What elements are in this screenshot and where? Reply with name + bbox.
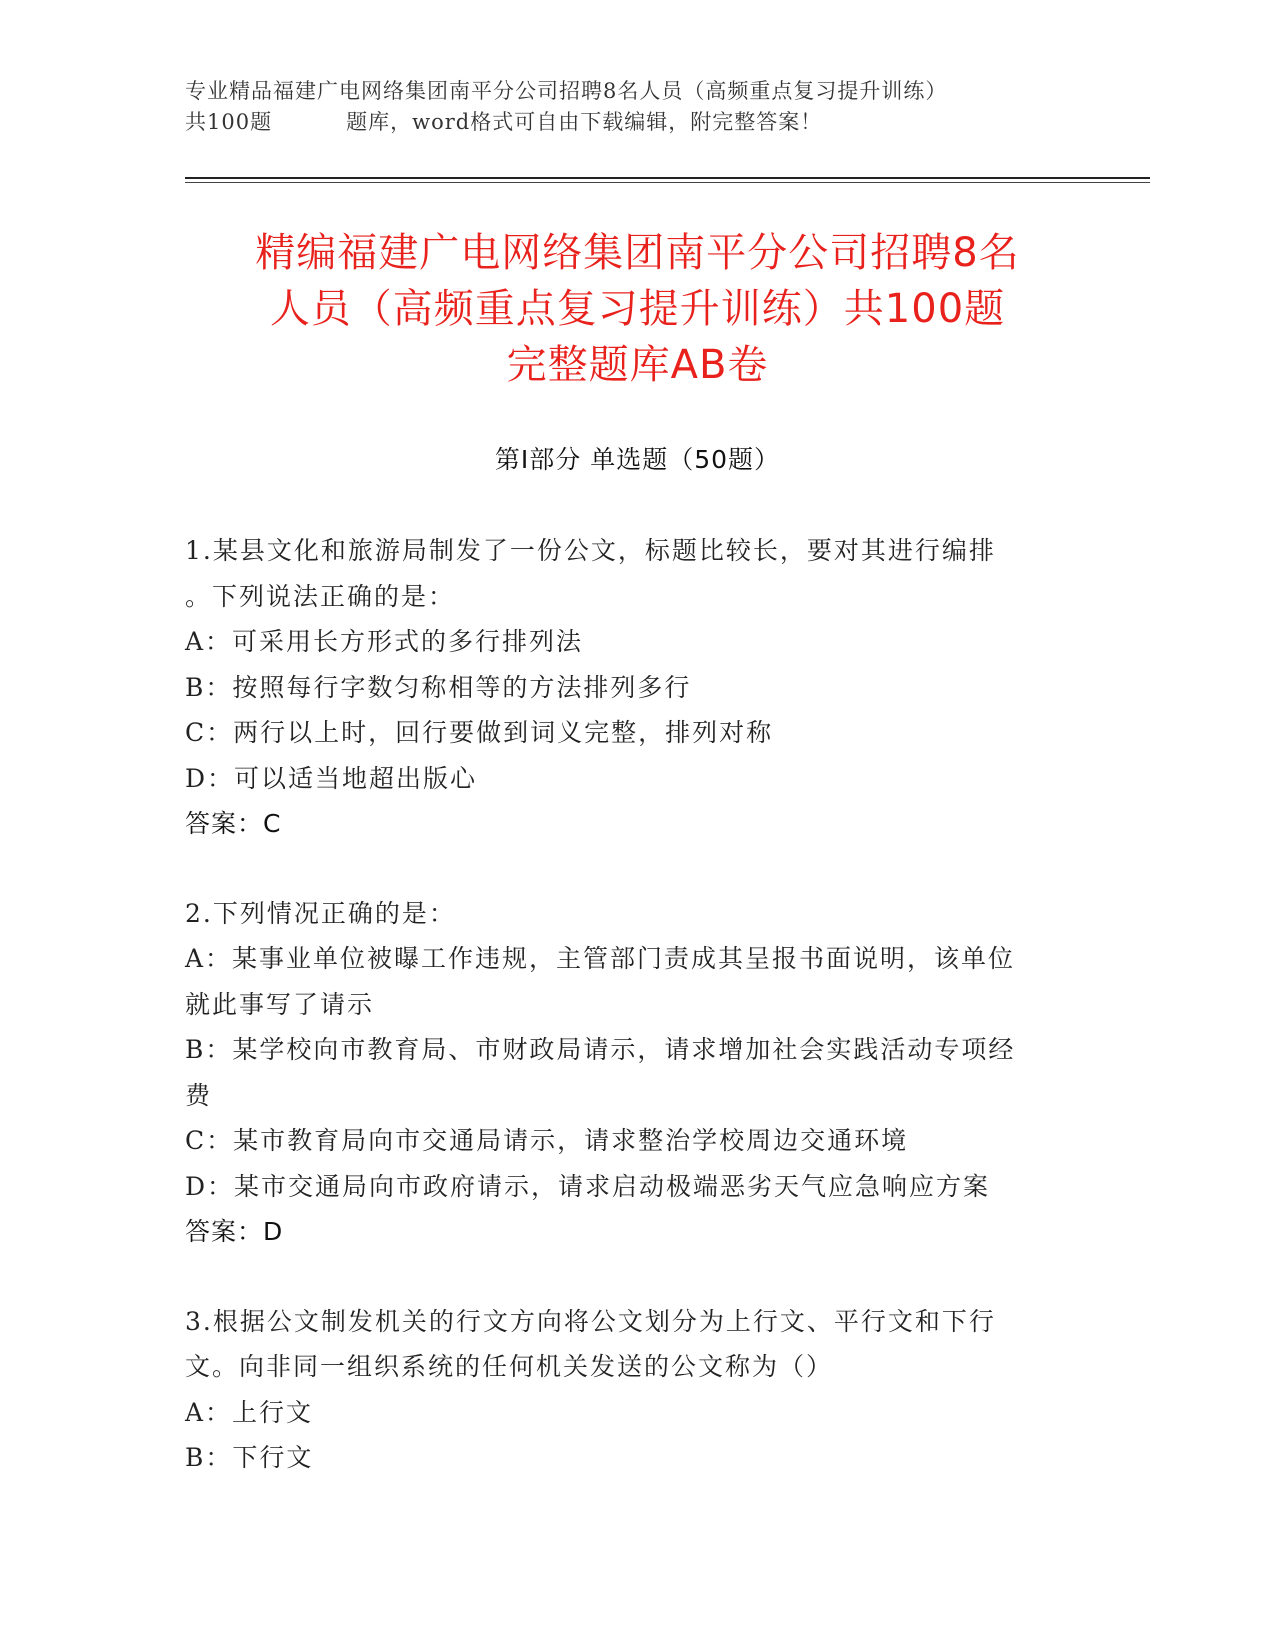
answer-key: 答案：D — [185, 1217, 284, 1246]
question-item — [185, 1299, 1075, 1481]
answer-option: A：上行文 — [185, 1397, 314, 1427]
header-line-1: 专业精品福建广电网络集团南平分公司招聘8名人员（高频重点复习提升训练） — [185, 79, 948, 103]
question-item — [185, 891, 1075, 1255]
header-line-2 — [185, 107, 1085, 138]
title-line-1: 精编福建广电网络集团南平分公司招聘8名 — [255, 230, 1020, 276]
answer-option: 费 — [185, 1080, 213, 1110]
answer-option: B：下行文 — [185, 1443, 314, 1472]
question-item — [185, 528, 1075, 847]
answer-option: B：某学校向市教育局、市财政局请示，请求增加社会实践活动专项经 — [185, 1035, 1016, 1064]
header-count: 共100题 — [185, 110, 273, 134]
answer-option: D：某市交通局向市政府请示，请求启动极端恶劣天气应急响应方案 — [185, 1171, 991, 1201]
header-divider-thick — [185, 177, 1150, 179]
header-divider-thin — [185, 182, 1150, 183]
header-description: 题库，word格式可自由下载编辑，附完整答案！ — [346, 110, 823, 134]
answer-option: A：可采用长方形式的多行排列法 — [185, 627, 584, 656]
question-stem: 1.某县文化和旅游局制发了一份公文，标题比较长，要对其进行编排 — [185, 536, 996, 565]
question-stem: 。下列说法正确的是： — [185, 581, 456, 611]
document-header — [185, 76, 1085, 138]
section-title: 第I部分 单选题（50题） — [494, 445, 781, 474]
question-list — [185, 528, 1075, 1525]
question-stem: 2.下列情况正确的是： — [185, 898, 456, 928]
answer-option: 就此事写了请示 — [185, 989, 375, 1019]
title-line-2: 人员（高频重点复习提升训练）共100题 — [269, 286, 1006, 332]
answer-option: A：某事业单位被曝工作违规，主管部门责成其呈报书面说明，该单位 — [185, 944, 1016, 973]
document-title — [160, 225, 1115, 393]
answer-option: C：某市教育局向市交通局请示，请求整治学校周边交通环境 — [185, 1126, 909, 1155]
answer-key: 答案：C — [185, 809, 282, 838]
title-line-3: 完整题库AB卷 — [506, 342, 769, 388]
question-stem: 文。向非同一组织系统的任何机关发送的公文称为（） — [185, 1352, 834, 1381]
answer-option: B：按照每行字数匀称相等的方法排列多行 — [185, 672, 692, 702]
question-stem: 3.根据公文制发机关的行文方向将公文划分为上行文、平行文和下行 — [185, 1306, 996, 1336]
answer-option: D：可以适当地超出版心 — [185, 763, 478, 793]
answer-option: C：两行以上时，回行要做到词义完整，排列对称 — [185, 718, 774, 747]
